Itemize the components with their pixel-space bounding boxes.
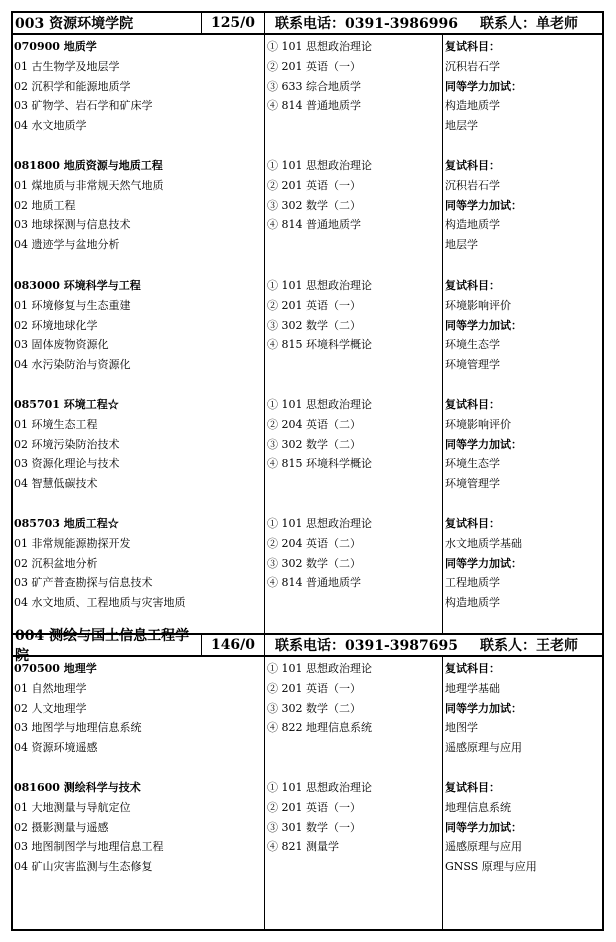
exam-subject: ① 101 思想政治理论 (267, 517, 372, 530)
equivalent-label: 同等学力加试： (445, 198, 522, 212)
research-direction: 01 煤地质与非常规天然气地质 (14, 178, 164, 192)
equivalent-label: 同等学力加试： (445, 820, 522, 834)
exam-subject: ③ 302 数学（二） (267, 556, 361, 570)
retest-subjects (445, 37, 600, 136)
contact-info (265, 13, 602, 33)
retest-subject: 沉积岩石学 (445, 178, 500, 192)
exam-subject: ② 204 英语（二） (267, 417, 361, 431)
research-direction: 03 矿物学、岩石学和矿床学 (14, 99, 153, 113)
program-title: 081800 地质资源与地质工程 (14, 159, 163, 172)
exam-subject: ③ 302 数学（二） (267, 198, 361, 212)
retest-subjects (445, 156, 600, 255)
exam-subject: ① 101 思想政治理论 (267, 781, 372, 794)
retest-label: 复试科目： (445, 40, 500, 53)
enrollment-quota: 125/0 (202, 13, 265, 33)
retest-subjects (445, 514, 600, 613)
retest-subjects (445, 395, 600, 494)
equivalent-subject: 工程地质学 (445, 576, 500, 590)
exam-subject: ④ 814 普通地质学 (267, 99, 361, 113)
program-directions (14, 514, 264, 613)
program-directions (14, 778, 264, 877)
exam-subjects (267, 514, 442, 593)
section-header (13, 628, 602, 664)
equivalent-subject: 地层学 (445, 119, 478, 133)
equivalent-label: 同等学力加试： (445, 556, 522, 570)
exam-subject: ③ 302 数学（二） (267, 318, 361, 332)
exam-subject: ④ 814 普通地质学 (267, 218, 361, 232)
program-title: 081600 测绘科学与技术 (14, 781, 141, 794)
program-title: 070900 地质学 (14, 40, 97, 53)
exam-subject: ③ 302 数学（二） (267, 437, 361, 451)
equivalent-subject: 构造地质学 (445, 99, 500, 113)
exam-subject: ① 101 思想政治理论 (267, 40, 372, 53)
research-direction: 03 矿产普查勘探与信息技术 (14, 576, 153, 590)
equivalent-label: 同等学力加试： (445, 701, 522, 715)
exam-subject: ③ 633 综合地质学 (267, 79, 361, 93)
retest-label: 复试科目： (445, 159, 500, 172)
retest-label: 复试科目： (445, 781, 500, 794)
exam-subject: ② 201 英语（一） (267, 800, 361, 814)
section-header (13, 13, 602, 35)
catalog-table (11, 11, 604, 931)
research-direction: 03 固体废物资源化 (14, 338, 109, 352)
retest-label: 复试科目： (445, 398, 500, 411)
equivalent-subject: 环境生态学 (445, 338, 500, 352)
research-direction: 04 水污染防治与资源化 (14, 358, 131, 372)
equivalent-subject: 构造地质学 (445, 596, 500, 610)
retest-subject: 环境影响评价 (445, 298, 511, 312)
program-title: 085701 环境工程☆ (14, 398, 119, 411)
retest-label: 复试科目： (445, 279, 500, 292)
exam-subject: ② 201 英语（一） (267, 59, 361, 73)
contact-person: 联系人：王老师 (479, 638, 578, 654)
exam-subjects (267, 156, 442, 235)
exam-subjects (267, 37, 442, 116)
exam-subject: ④ 822 地理信息系统 (267, 721, 372, 735)
retest-label: 复试科目： (445, 662, 500, 675)
research-direction: 03 资源化理论与技术 (14, 457, 120, 471)
exam-subject: ① 101 思想政治理论 (267, 662, 372, 675)
program-directions (14, 395, 264, 494)
contact-person: 联系人：单老师 (479, 16, 578, 32)
research-direction: 01 环境生态工程 (14, 417, 98, 431)
exam-subject: ① 101 思想政治理论 (267, 159, 372, 172)
research-direction: 03 地图学与地理信息系统 (14, 721, 142, 735)
retest-label: 复试科目： (445, 517, 500, 530)
exam-subjects (267, 276, 442, 355)
exam-subjects (267, 659, 442, 738)
equivalent-subject: 遥感原理与应用 (445, 840, 522, 854)
phone: 联系电话：0391-3986996 (275, 16, 458, 32)
program-title: 085703 地质工程☆ (14, 517, 119, 530)
research-direction: 03 地图制图学与地理信息工程 (14, 840, 164, 854)
equivalent-subject: GNSS 原理与应用 (445, 860, 537, 874)
research-direction: 02 沉积盆地分析 (14, 556, 98, 570)
research-direction: 01 非常规能源勘探开发 (14, 536, 131, 550)
equivalent-subject: 环境生态学 (445, 457, 500, 471)
research-direction: 01 环境修复与生态重建 (14, 298, 131, 312)
exam-subject: ① 101 思想政治理论 (267, 398, 372, 411)
college-name: 004 测绘与国土信息工程学院 (13, 635, 202, 655)
exam-subject: ④ 821 测量学 (267, 840, 339, 854)
exam-subject: ② 204 英语（二） (267, 536, 361, 550)
research-direction: 02 人文地理学 (14, 701, 87, 715)
exam-subject: ① 101 思想政治理论 (267, 279, 372, 292)
retest-subject: 沉积岩石学 (445, 59, 500, 73)
research-direction: 04 水文地质、工程地质与灾害地质 (14, 596, 186, 610)
program-title: 070500 地理学 (14, 662, 97, 675)
program-directions (14, 156, 264, 255)
exam-subjects (267, 395, 442, 474)
research-direction: 04 遗迹学与盆地分析 (14, 238, 120, 252)
retest-subject: 水文地质学基础 (445, 536, 522, 550)
equivalent-subject: 环境管理学 (445, 477, 500, 491)
exam-subjects (267, 778, 442, 857)
equivalent-label: 同等学力加试： (445, 318, 522, 332)
research-direction: 01 自然地理学 (14, 681, 87, 695)
retest-subject: 环境影响评价 (445, 417, 511, 431)
research-direction: 02 摄影测量与遥感 (14, 820, 109, 834)
equivalent-label: 同等学力加试： (445, 79, 522, 93)
section-body (13, 657, 602, 929)
program-directions (14, 37, 264, 136)
retest-subjects (445, 778, 600, 877)
research-direction: 04 智慧低碳技术 (14, 477, 98, 491)
research-direction: 03 地球探测与信息技术 (14, 218, 131, 232)
equivalent-subject: 遥感原理与应用 (445, 741, 522, 755)
equivalent-subject: 构造地质学 (445, 218, 500, 232)
program-directions (14, 276, 264, 375)
contact-info (265, 635, 602, 655)
research-direction: 04 水文地质学 (14, 119, 87, 133)
research-direction: 04 资源环境遥感 (14, 741, 98, 755)
enrollment-quota: 146/0 (202, 635, 265, 655)
equivalent-subject: 地层学 (445, 238, 478, 252)
retest-subject: 地理学基础 (445, 681, 500, 695)
exam-subject: ② 201 英语（一） (267, 178, 361, 192)
exam-subject: ② 201 英语（一） (267, 681, 361, 695)
retest-subject: 地理信息系统 (445, 800, 511, 814)
equivalent-subject: 地图学 (445, 721, 478, 735)
college-name: 003 资源环境学院 (13, 13, 202, 33)
phone: 联系电话：0391-3987695 (275, 638, 458, 654)
exam-subject: ② 201 英语（一） (267, 298, 361, 312)
exam-subject: ④ 814 普通地质学 (267, 576, 361, 590)
research-direction: 02 环境污染防治技术 (14, 437, 120, 451)
research-direction: 02 环境地球化学 (14, 318, 98, 332)
program-title: 083000 环境科学与工程 (14, 279, 141, 292)
research-direction: 01 大地测量与导航定位 (14, 800, 131, 814)
exam-subject: ④ 815 环境科学概论 (267, 338, 372, 352)
section-body (13, 35, 602, 633)
equivalent-label: 同等学力加试： (445, 437, 522, 451)
research-direction: 02 沉积学和能源地质学 (14, 79, 131, 93)
retest-subjects (445, 276, 600, 375)
research-direction: 01 古生物学及地层学 (14, 59, 120, 73)
research-direction: 02 地质工程 (14, 198, 76, 212)
equivalent-subject: 环境管理学 (445, 358, 500, 372)
exam-subject: ③ 301 数学（一） (267, 820, 361, 834)
research-direction: 04 矿山灾害监测与生态修复 (14, 860, 153, 874)
exam-subject: ③ 302 数学（二） (267, 701, 361, 715)
exam-subject: ④ 815 环境科学概论 (267, 457, 372, 471)
retest-subjects (445, 659, 600, 758)
program-directions (14, 659, 264, 758)
